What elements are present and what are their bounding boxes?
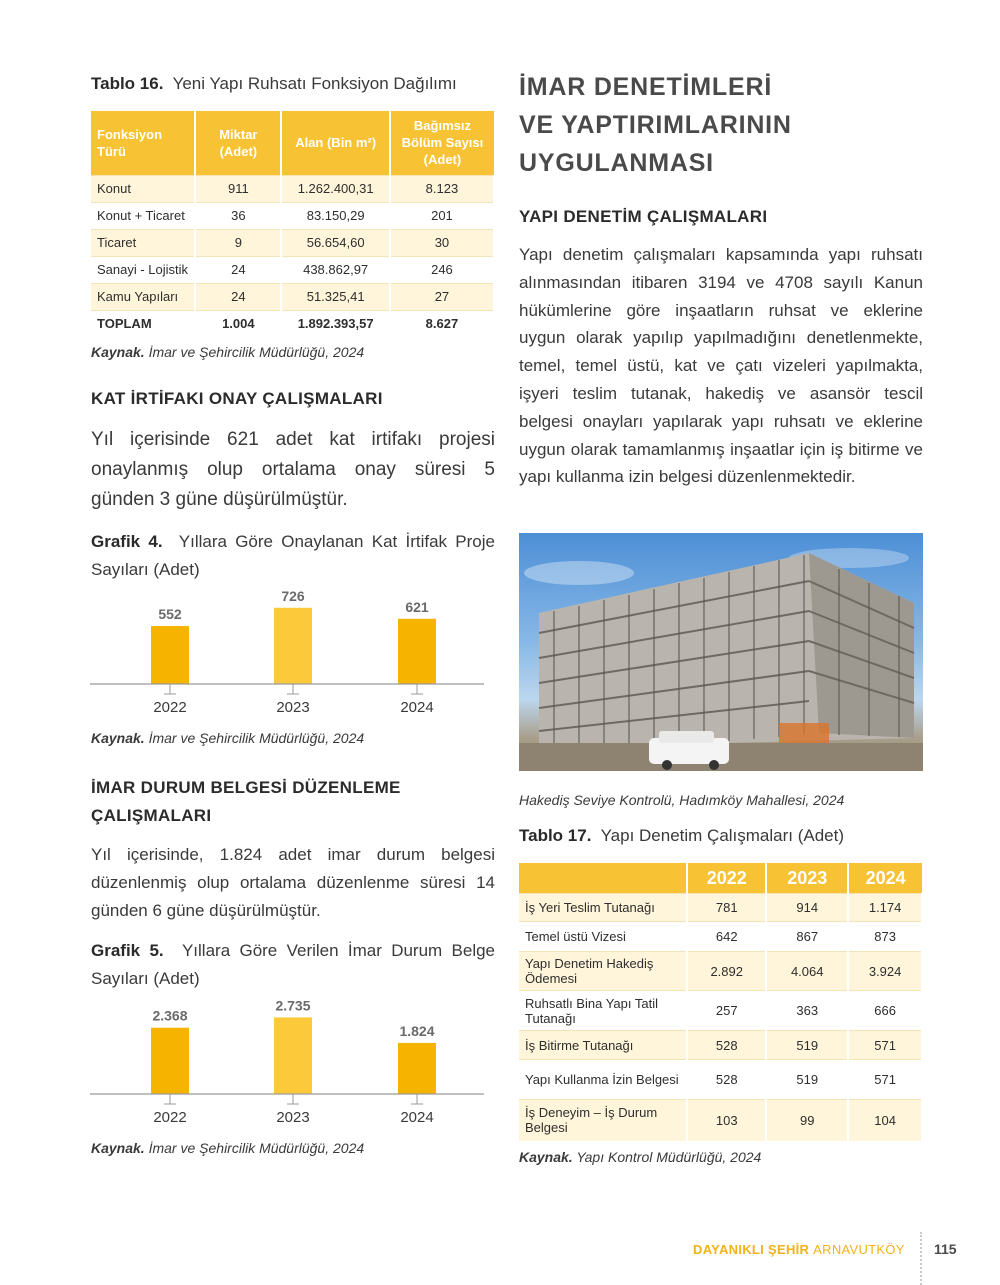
table17-source xyxy=(519,1149,761,1165)
chart-bar xyxy=(398,1043,436,1094)
grafik5-title: Yıllara Göre Verilen İmar Durum Belge Sayıları (Adet) xyxy=(91,941,495,988)
table16-cell: Konut xyxy=(91,175,195,202)
table17-cell: İş Yeri Teslim Tutanağı xyxy=(519,894,687,922)
table17-cell: 873 xyxy=(848,922,922,952)
chart-bar xyxy=(151,1028,189,1094)
table-row xyxy=(519,952,922,991)
chart-value-label: 621 xyxy=(405,598,429,615)
table16-cell: Kamu Yapıları xyxy=(91,283,195,310)
table16-cell: 438.862,97 xyxy=(281,256,390,283)
source-text: Yapı Kontrol Müdürlüğü, 2024 xyxy=(576,1149,762,1165)
building-illustration xyxy=(519,533,923,771)
footer-brand-bold: DAYANIKLI ŞEHİR xyxy=(693,1242,810,1257)
table17-cell: 99 xyxy=(766,1100,848,1141)
grafik5-source xyxy=(91,1140,364,1156)
chart-value-label: 2.735 xyxy=(275,997,311,1014)
footer-brand-light: ARNAVUTKÖY xyxy=(813,1242,905,1257)
chart-bar xyxy=(274,1017,312,1094)
table17-cell: 867 xyxy=(766,922,848,952)
table-row xyxy=(519,1060,922,1100)
table16-cell: 83.150,29 xyxy=(281,202,390,229)
table-row xyxy=(519,1031,922,1060)
table-row xyxy=(91,175,494,202)
table17 xyxy=(519,863,923,1141)
chart-bar xyxy=(151,626,189,684)
table-row xyxy=(519,1100,922,1141)
table-row xyxy=(91,202,494,229)
table-row xyxy=(91,229,494,256)
yapi-denetim-heading: YAPI DENETİM ÇALIŞMALARI xyxy=(519,207,768,226)
kat-irtifaki-paragraph: Yıl içerisinde 621 adet kat irtifakı projesi onaylanmış olup ortalama onay süresi 5 günden 3 güne düşürülmüştür. xyxy=(91,429,495,510)
table-row xyxy=(91,256,494,283)
table17-cell: 257 xyxy=(687,991,766,1031)
chart-value-label: 726 xyxy=(281,587,305,604)
source-text: İmar ve Şehircilik Müdürlüğü, 2024 xyxy=(148,1140,365,1156)
table17-cell: 3.924 xyxy=(848,952,922,991)
table17-cell: 363 xyxy=(766,991,848,1031)
construction-photo xyxy=(519,533,923,771)
table16 xyxy=(91,111,495,337)
table16-header-cell: Alan (Bin m²) xyxy=(281,111,390,175)
chart-category-label: 2023 xyxy=(276,1109,310,1126)
table17-cell: 666 xyxy=(848,991,922,1031)
source-text: İmar ve Şehircilik Müdürlüğü, 2024 xyxy=(148,730,365,746)
table17-cell: 571 xyxy=(848,1031,922,1060)
imar-durum-heading xyxy=(91,774,401,830)
table16-cell: 1.004 xyxy=(195,310,281,337)
table17-cell: İş Bitirme Tutanağı xyxy=(519,1031,687,1060)
table17-cell: Ruhsatlı Bina Yapı Tatil Tutanağı xyxy=(519,991,687,1031)
table17-cell: 103 xyxy=(687,1100,766,1141)
table16-cell: 8.627 xyxy=(390,310,494,337)
chart-category-label: 2022 xyxy=(153,699,187,716)
table16-cell: 36 xyxy=(195,202,281,229)
table16-label: Tablo 16. xyxy=(91,74,164,93)
grafik4-caption xyxy=(91,528,495,584)
grafik5-chart xyxy=(88,992,498,1132)
section-title-line2: VE YAPTIRIMLARININ xyxy=(519,111,792,139)
table-row-total xyxy=(91,310,494,337)
grafik5-label: Grafik 5. xyxy=(91,941,164,960)
table16-header-cell: Fonksiyon Türü xyxy=(91,111,195,175)
table16-cell: Konut + Ticaret xyxy=(91,202,195,229)
imar-durum-heading-line1: İMAR DURUM BELGESİ DÜZENLEME xyxy=(91,778,401,797)
source-label: Kaynak. xyxy=(91,1140,145,1156)
table16-cell: 9 xyxy=(195,229,281,256)
imar-durum-heading-line2: ÇALIŞMALARI xyxy=(91,806,212,825)
table16-cell: 24 xyxy=(195,256,281,283)
table16-source xyxy=(91,344,364,360)
table17-cell: 642 xyxy=(687,922,766,952)
table16-cell: 27 xyxy=(390,283,494,310)
table17-cell: 781 xyxy=(687,894,766,922)
table17-caption xyxy=(519,826,844,846)
footer-brand xyxy=(693,1242,905,1257)
chart-value-label: 1.824 xyxy=(399,1022,435,1039)
section-title xyxy=(519,68,792,182)
table-row xyxy=(519,894,922,922)
chart-value-label: 2.368 xyxy=(152,1007,188,1024)
table17-cell: Yapı Denetim Hakediş Ödemesi xyxy=(519,952,687,991)
kat-irtifaki-heading: KAT İRTİFAKI ONAY ÇALIŞMALARI xyxy=(91,389,383,408)
table16-cell: 246 xyxy=(390,256,494,283)
table17-header-empty xyxy=(519,863,687,894)
table17-cell: 519 xyxy=(766,1031,848,1060)
table16-cell: 51.325,41 xyxy=(281,283,390,310)
source-label: Kaynak. xyxy=(519,1149,573,1165)
table16-caption xyxy=(91,74,457,94)
chart-category-label: 2022 xyxy=(153,1109,187,1126)
table16-cell: Ticaret xyxy=(91,229,195,256)
table-row xyxy=(519,991,922,1031)
table-row xyxy=(91,283,494,310)
footer-divider xyxy=(920,1232,922,1285)
table17-cell: 4.064 xyxy=(766,952,848,991)
table17-cell: 914 xyxy=(766,894,848,922)
source-text: İmar ve Şehircilik Müdürlüğü, 2024 xyxy=(148,344,365,360)
grafik4-source xyxy=(91,730,364,746)
table16-title: Yeni Yapı Ruhsatı Fonksiyon Dağılımı xyxy=(172,74,457,93)
table16-cell: 201 xyxy=(390,202,494,229)
table17-label: Tablo 17. xyxy=(519,826,592,845)
table17-cell: 2.892 xyxy=(687,952,766,991)
section-title-line1: İMAR DENETİMLERİ xyxy=(519,73,773,101)
photo-caption: Hakediş Seviye Kontrolü, Hadımköy Mahallesi, 2024 xyxy=(519,792,845,808)
table-row xyxy=(519,922,922,952)
table17-year-header: 2023 xyxy=(766,863,848,894)
chart-bar xyxy=(274,608,312,684)
chart-bar xyxy=(398,619,436,684)
grafik4-title: Yıllara Göre Onaylanan Kat İrtifak Proje Sayıları (Adet) xyxy=(91,532,495,579)
section-title-line3: UYGULANMASI xyxy=(519,149,714,177)
table17-cell: 528 xyxy=(687,1031,766,1060)
table16-cell: 56.654,60 xyxy=(281,229,390,256)
chart-value-label: 552 xyxy=(158,606,182,623)
table16-cell: 24 xyxy=(195,283,281,310)
table16-cell: 911 xyxy=(195,175,281,202)
table17-cell: 104 xyxy=(848,1100,922,1141)
source-label: Kaynak. xyxy=(91,730,145,746)
table16-header-cell: Bağımsız Bölüm Sayısı (Adet) xyxy=(390,111,494,175)
chart-category-label: 2024 xyxy=(400,1109,434,1126)
table17-year-header: 2024 xyxy=(848,863,922,894)
table16-cell: Sanayi - Lojistik xyxy=(91,256,195,283)
chart-category-label: 2023 xyxy=(276,699,310,716)
table17-year-header: 2022 xyxy=(687,863,766,894)
table17-title: Yapı Denetim Çalışmaları (Adet) xyxy=(600,826,845,845)
table17-cell: Yapı Kullanma İzin Belgesi xyxy=(519,1060,687,1100)
grafik5-caption xyxy=(91,937,495,993)
table16-cell: 8.123 xyxy=(390,175,494,202)
table17-cell: 1.174 xyxy=(848,894,922,922)
table16-cell: 1.892.393,57 xyxy=(281,310,390,337)
page-number: 115 xyxy=(934,1241,957,1257)
table16-header-cell: Miktar (Adet) xyxy=(195,111,281,175)
grafik4-label: Grafik 4. xyxy=(91,532,163,551)
table16-cell: TOPLAM xyxy=(91,310,195,337)
table17-cell: 571 xyxy=(848,1060,922,1100)
grafik4-chart xyxy=(88,582,498,722)
table17-cell: 528 xyxy=(687,1060,766,1100)
imar-durum-paragraph: Yıl içerisinde, 1.824 adet imar durum belgesi düzenlenmiş olup ortalama düzenlenme süresi 14 günden 6 güne düşürülmüştür. xyxy=(91,845,495,920)
table16-cell: 30 xyxy=(390,229,494,256)
chart-category-label: 2024 xyxy=(400,699,434,716)
table16-cell: 1.262.400,31 xyxy=(281,175,390,202)
source-label: Kaynak. xyxy=(91,344,145,360)
table17-cell: 519 xyxy=(766,1060,848,1100)
table17-cell: İş Deneyim – İş Durum Belgesi xyxy=(519,1100,687,1141)
yapi-denetim-paragraph: Yapı denetim çalışmaları kapsamında yapı ruhsatı alınmasından itibaren 3194 ve 4708 sayılı Kanun hükümlerine göre inşaatların ruhsat ve eklerine uygun olarak yapılıp yapılmadığını denetlenmekte, temel, temel üstü, kat ve çatı vizeleri yapılmakta, işyeri teslim tutanak, hakediş ve asansör tescil belgesi onayları yapılarak yapı ruhsatı ve eklerine uygun olarak tamamlanmış inşaatlar için iş bitirme ve yapı kullanma izin belgesi düzenlenmektedir. xyxy=(519,245,923,487)
table17-cell: Temel üstü Vizesi xyxy=(519,922,687,952)
